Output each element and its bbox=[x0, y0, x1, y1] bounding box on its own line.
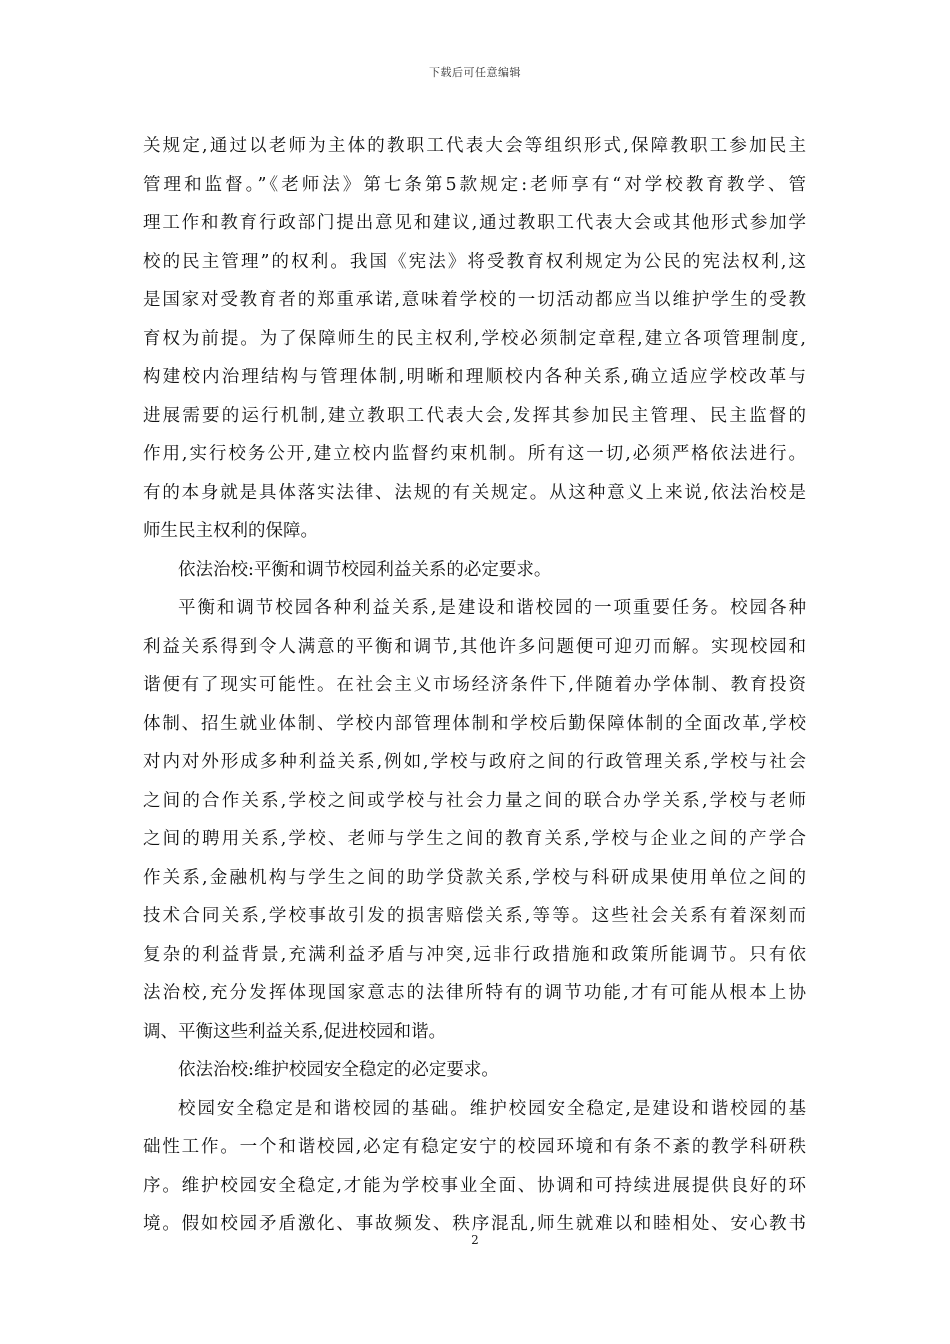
text-line: 对内对外形成多种利益关系,例如,学校与政府之间的行政管理关系,学校与社会 bbox=[143, 752, 806, 772]
text-line: 利益关系得到令人满意的平衡和调节,其他许多问题便可迎刃而解。实现校园和 bbox=[143, 636, 806, 657]
text-line: 作关系,金融机构与学生之间的助学贷款关系,学校与科研成果使用单位之间的 bbox=[143, 867, 806, 888]
text-line: 是国家对受教育者的郑重承诺,意味着学校的一切活动都应当以维护学生的受教 bbox=[143, 290, 806, 310]
text-line: 序。维护校园安全稳定,才能为学校事业全面、协调和可持续进展提供良好的环 bbox=[143, 1175, 806, 1196]
text-line: 体制、招生就业体制、学校内部管理体制和学校后勤保障体制的全面改革,学校 bbox=[143, 713, 806, 734]
page-number: 2 bbox=[471, 1233, 479, 1247]
text-line: 之间的聘用关系,学校、老师与学生之间的教育关系,学校与企业之间的产学合 bbox=[143, 829, 806, 849]
page-header: 下载后可任意编辑 bbox=[429, 66, 521, 79]
text-line: 调、平衡这些利益关系,促进校园和谐。 bbox=[143, 1021, 447, 1042]
text-line: 育权为前提。为了保障师生的民主权利,学校必须制定章程,建立各项管理制度, bbox=[143, 328, 806, 349]
text-line: 境。假如校园矛盾激化、事故频发、秩序混乱,师生就难以和睦相处、安心教书 bbox=[143, 1214, 806, 1234]
text-line: 础性工作。一个和谐校园,必定有稳定安宁的校园环境和有条不紊的教学科研秩 bbox=[143, 1137, 806, 1157]
text-line: 进展需要的运行机制,建立教职工代表大会,发挥其参加民主管理、民主监督的 bbox=[143, 405, 806, 426]
text-line: 法治校,充分发挥体现国家意志的法律所特有的调节功能,才有可能从根本上协 bbox=[143, 983, 806, 1003]
text-line: 复杂的利益背景,充满利益矛盾与冲突,远非行政措施和政策所能调节。只有依 bbox=[143, 944, 806, 965]
text-line: 依法治校:维护校园安全稳定的必定要求。 bbox=[178, 1060, 499, 1080]
text-line: 有的本身就是具体落实法律、法规的有关规定。从这种意义上来说,依法治校是 bbox=[143, 482, 806, 503]
text-line: 依法治校:平衡和调节校园利益关系的必定要求。 bbox=[178, 559, 552, 580]
text-line: 平衡和调节校园各种利益关系,是建设和谐校园的一项重要任务。校园各种 bbox=[178, 598, 806, 618]
text-line: 作用,实行校务公开,建立校内监督约束机制。所有这一切,必须严格依法进行。 bbox=[143, 444, 806, 464]
text-line: 校的民主管理”的权利。我国《宪法》将受教育权利规定为公民的宪法权利,这 bbox=[143, 251, 806, 272]
text-line: 校园安全稳定是和谐校园的基础。维护校园安全稳定,是建设和谐校园的基 bbox=[178, 1098, 806, 1119]
text-line: 师生民主权利的保障。 bbox=[143, 521, 318, 541]
text-line: 技术合同关系,学校事故引发的损害赔偿关系,等等。这些社会关系有着深刻而 bbox=[143, 906, 806, 926]
body-text bbox=[143, 127, 806, 1244]
text-line: 管理和监督。”《老师法》第七条第5款规定:老师享有“对学校教育教学、管 bbox=[143, 174, 806, 195]
text-line: 理工作和教育行政部门提出意见和建议,通过教职工代表大会或其他形式参加学 bbox=[143, 213, 806, 233]
text-line: 构建校内治理结构与管理体制,明晰和理顺校内各种关系,确立适应学校改革与 bbox=[143, 367, 806, 387]
text-line: 关规定,通过以老师为主体的教职工代表大会等组织形式,保障教职工参加民主 bbox=[143, 136, 806, 156]
text-line: 谐便有了现实可能性。在社会主义市场经济条件下,伴随着办学体制、教育投资 bbox=[143, 675, 806, 695]
text-line: 之间的合作关系,学校之间或学校与社会力量之间的联合办学关系,学校与老师 bbox=[143, 790, 806, 811]
